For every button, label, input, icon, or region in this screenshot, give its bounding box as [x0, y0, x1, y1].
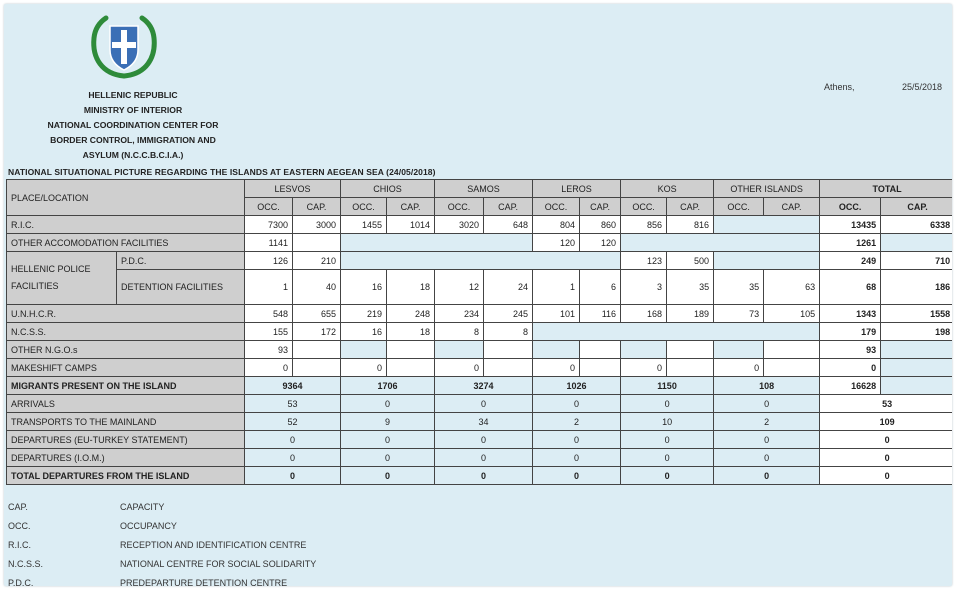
table-cell: 0 — [341, 449, 435, 467]
row-label: MAKESHIFT CAMPS — [7, 359, 245, 377]
total-occ-cell: 179 — [820, 323, 881, 341]
table-cell: 9364 — [245, 377, 341, 395]
empty-cell — [435, 341, 484, 359]
empty-cell — [341, 341, 387, 359]
table-cell: 0 — [435, 431, 533, 449]
row-label: TRANSPORTS TO THE MAINLAND — [7, 413, 245, 431]
legend-abbr: N.C.S.S. — [8, 559, 44, 569]
table-cell: 73 — [714, 305, 764, 323]
empty-cell — [484, 359, 533, 377]
legend-meaning: NATIONAL CENTRE FOR SOCIAL SOLIDARITY — [120, 559, 317, 569]
ministry-header — [28, 88, 238, 163]
greek-coat-of-arms-icon — [88, 14, 160, 80]
occ-header: OCC. — [245, 198, 293, 216]
cap-header: CAP. — [580, 198, 621, 216]
table-cell: 9 — [341, 413, 435, 431]
table-cell: 1706 — [341, 377, 435, 395]
table-cell: 3274 — [435, 377, 533, 395]
row-label: U.N.H.C.R. — [7, 305, 245, 323]
table-row-ric — [7, 216, 953, 234]
table-row-pdc — [7, 252, 953, 270]
table-cell: 120 — [533, 234, 580, 252]
ministry-line: BORDER CONTROL, IMMIGRATION AND — [50, 135, 216, 145]
empty-cell — [621, 341, 667, 359]
row-label: DEPARTURES (EU-TURKEY STATEMENT) — [7, 431, 245, 449]
empty-cell — [621, 234, 820, 252]
table-cell: 1026 — [533, 377, 621, 395]
table-cell: 34 — [435, 413, 533, 431]
table-cell: 155 — [245, 323, 293, 341]
table-cell: 234 — [435, 305, 484, 323]
cap-header: CAP. — [387, 198, 435, 216]
ministry-line: MINISTRY OF INTERIOR — [83, 105, 183, 115]
table-cell: 0 — [245, 359, 293, 377]
empty-cell — [714, 216, 820, 234]
table-cell: 860 — [580, 216, 621, 234]
table-cell: 0 — [533, 449, 621, 467]
empty-cell — [881, 377, 952, 395]
occ-header: OCC. — [533, 198, 580, 216]
empty-cell — [387, 359, 435, 377]
cap-header: CAP. — [293, 198, 341, 216]
table-cell: 0 — [341, 467, 435, 485]
island-header-other: OTHER ISLANDS — [714, 180, 820, 198]
table-cell: 101 — [533, 305, 580, 323]
occ-header: OCC. — [714, 198, 764, 216]
empty-cell — [341, 234, 533, 252]
row-label: TOTAL DEPARTURES FROM THE ISLAND — [7, 467, 245, 485]
total-cap-cell: 198 — [881, 323, 952, 341]
table-row-detention — [7, 270, 953, 305]
legend-item — [8, 536, 316, 555]
empty-cell — [387, 341, 435, 359]
ministry-line: HELLENIC REPUBLIC — [88, 90, 178, 100]
table-row-makeshift — [7, 359, 953, 377]
report-page — [4, 4, 952, 586]
empty-cell — [533, 341, 580, 359]
empty-cell — [341, 252, 621, 270]
table-cell: 1150 — [621, 377, 714, 395]
table-cell: 105 — [764, 305, 820, 323]
total-cap-cell: 710 — [881, 252, 952, 270]
legend-item — [8, 574, 316, 586]
table-cell: 0 — [621, 359, 667, 377]
table-cell: 1141 — [245, 234, 293, 252]
table-cell: 10 — [621, 413, 714, 431]
table-cell: 0 — [533, 431, 621, 449]
table-cell: 18 — [387, 323, 435, 341]
table-cell: 0 — [245, 449, 341, 467]
row-label: OTHER N.G.O.s — [7, 341, 245, 359]
empty-cell — [714, 341, 764, 359]
table-row-transports — [7, 413, 953, 431]
report-date: 25/5/2018 — [902, 82, 943, 92]
row-label: MIGRANTS PRESENT ON THE ISLAND — [7, 377, 245, 395]
legend-item — [8, 498, 316, 517]
table-cell: 0 — [714, 395, 820, 413]
legend-abbr: P.D.C. — [8, 578, 34, 586]
table-row-unhcr — [7, 305, 953, 323]
total-occ-header: OCC. — [820, 198, 881, 216]
total-occ-cell: 1261 — [820, 234, 881, 252]
row-label: OTHER ACCOMODATION FACILITIES — [7, 234, 245, 252]
report-place: Athens, — [824, 82, 855, 92]
table-header-row — [7, 180, 953, 198]
table-cell: 245 — [484, 305, 533, 323]
table-cell: 40 — [293, 270, 341, 305]
row-label: ARRIVALS — [7, 395, 245, 413]
table-row-arrivals — [7, 395, 953, 413]
row-label: DETENTION FACILITIES — [117, 270, 245, 305]
table-row-ngos — [7, 341, 953, 359]
table-cell: 6 — [580, 270, 621, 305]
total-cap-cell: 6338 — [881, 216, 952, 234]
table-cell: 189 — [667, 305, 714, 323]
table-cell: 548 — [245, 305, 293, 323]
row-label: N.C.S.S. — [7, 323, 245, 341]
total-occ-cell: 93 — [820, 341, 881, 359]
total-cell: 0 — [820, 449, 952, 467]
total-occ-cell: 249 — [820, 252, 881, 270]
table-row-total-departures — [7, 467, 953, 485]
total-cap-header: CAP. — [881, 198, 952, 216]
row-label-police: HELLENIC POLICE FACILITIES — [7, 252, 117, 305]
empty-cell — [764, 359, 820, 377]
table-cell: 0 — [435, 395, 533, 413]
table-cell: 1 — [245, 270, 293, 305]
table-cell: 16 — [341, 270, 387, 305]
table-cell: 2 — [533, 413, 621, 431]
table-cell: 116 — [580, 305, 621, 323]
table-cell: 93 — [245, 341, 293, 359]
table-cell: 0 — [435, 359, 484, 377]
table-row-present — [7, 377, 953, 395]
table-cell: 126 — [245, 252, 293, 270]
empty-cell — [293, 341, 341, 359]
empty-cell — [484, 341, 533, 359]
empty-cell — [881, 359, 952, 377]
table-caption: NATIONAL SITUATIONAL PICTURE REGARDING THE ISLANDS AT EASTERN AEGEAN SEA (24/05/2018) — [8, 167, 436, 177]
empty-cell — [580, 341, 621, 359]
total-cell: 0 — [820, 431, 952, 449]
island-header-lesvos: LESVOS — [245, 180, 341, 198]
total-cell: 0 — [820, 467, 952, 485]
empty-cell — [881, 341, 952, 359]
total-occ-cell: 1343 — [820, 305, 881, 323]
empty-cell — [293, 234, 341, 252]
table-cell: 0 — [714, 467, 820, 485]
ministry-line: NATIONAL COORDINATION CENTER FOR — [47, 120, 219, 130]
table-cell: 0 — [533, 395, 621, 413]
table-cell: 0 — [435, 467, 533, 485]
table-cell: 168 — [621, 305, 667, 323]
table-cell: 108 — [714, 377, 820, 395]
table-cell: 8 — [435, 323, 484, 341]
table-row-departures-eu — [7, 431, 953, 449]
legend-abbr: R.I.C. — [8, 540, 32, 550]
table-cell: 0 — [341, 431, 435, 449]
cap-header: CAP. — [484, 198, 533, 216]
table-cell: 0 — [341, 359, 387, 377]
legend-item — [8, 517, 316, 536]
ministry-line: ASYLUM (N.C.C.B.C.I.A.) — [82, 150, 184, 160]
empty-cell — [714, 252, 820, 270]
table-cell: 7300 — [245, 216, 293, 234]
table-cell: 0 — [621, 395, 714, 413]
table-cell: 12 — [435, 270, 484, 305]
table-cell: 1014 — [387, 216, 435, 234]
legend-meaning: RECEPTION AND IDENTIFICATION CENTRE — [120, 540, 307, 550]
table-cell: 0 — [341, 395, 435, 413]
table-cell: 53 — [245, 395, 341, 413]
total-cell: 53 — [820, 395, 952, 413]
row-label: R.I.C. — [7, 216, 245, 234]
table-cell: 0 — [714, 431, 820, 449]
total-cap-cell: 186 — [881, 270, 952, 305]
legend-item — [8, 555, 316, 574]
island-header-leros: LEROS — [533, 180, 621, 198]
legend-abbr: CAP. — [8, 502, 28, 512]
table-cell: 0 — [435, 449, 533, 467]
legend-meaning: OCCUPANCY — [120, 521, 177, 531]
island-header-chios: CHIOS — [341, 180, 435, 198]
empty-cell — [580, 359, 621, 377]
legend-meaning: CAPACITY — [120, 502, 165, 512]
table-cell: 3 — [621, 270, 667, 305]
total-cell: 109 — [820, 413, 952, 431]
empty-cell — [533, 323, 820, 341]
table-cell: 63 — [764, 270, 820, 305]
table-cell: 856 — [621, 216, 667, 234]
table-cell: 120 — [580, 234, 621, 252]
table-cell: 24 — [484, 270, 533, 305]
table-cell: 0 — [245, 431, 341, 449]
table-cell: 3020 — [435, 216, 484, 234]
table-cell: 816 — [667, 216, 714, 234]
table-cell: 0 — [245, 467, 341, 485]
table-cell: 248 — [387, 305, 435, 323]
table-cell: 0 — [621, 467, 714, 485]
table-cell: 1455 — [341, 216, 387, 234]
occ-header: OCC. — [341, 198, 387, 216]
table-cell: 1 — [533, 270, 580, 305]
table-cell: 2 — [714, 413, 820, 431]
total-cap-cell: 1558 — [881, 305, 952, 323]
table-cell: 648 — [484, 216, 533, 234]
row-label: DEPARTURES (I.O.M.) — [7, 449, 245, 467]
total-occ-cell: 68 — [820, 270, 881, 305]
table-cell: 0 — [533, 467, 621, 485]
total-header: TOTAL — [820, 180, 952, 198]
table-cell: 35 — [714, 270, 764, 305]
occ-header: OCC. — [435, 198, 484, 216]
occ-header: OCC. — [621, 198, 667, 216]
table-cell: 0 — [533, 359, 580, 377]
table-cell: 210 — [293, 252, 341, 270]
table-cell: 16 — [341, 323, 387, 341]
abbreviation-legend — [8, 498, 316, 586]
island-header-kos: KOS — [621, 180, 714, 198]
total-occ-cell: 13435 — [820, 216, 881, 234]
empty-cell — [667, 341, 714, 359]
table-cell: 172 — [293, 323, 341, 341]
table-cell: 500 — [667, 252, 714, 270]
table-cell: 0 — [714, 449, 820, 467]
table-cell: 8 — [484, 323, 533, 341]
table-cell: 52 — [245, 413, 341, 431]
place-location-header: PLACE/LOCATION — [7, 180, 245, 216]
table-row-ncss — [7, 323, 953, 341]
cap-header: CAP. — [667, 198, 714, 216]
table-cell: 0 — [621, 431, 714, 449]
table-row-departures-iom — [7, 449, 953, 467]
table-cell: 0 — [621, 449, 714, 467]
situation-table — [6, 179, 952, 485]
island-header-samos: SAMOS — [435, 180, 533, 198]
table-row-other-accommodation — [7, 234, 953, 252]
empty-cell — [881, 234, 952, 252]
row-label: P.D.C. — [117, 252, 245, 270]
total-cell: 16628 — [820, 377, 881, 395]
table-cell: 35 — [667, 270, 714, 305]
cap-header: CAP. — [764, 198, 820, 216]
table-cell: 0 — [714, 359, 764, 377]
legend-meaning: PREDEPARTURE DETENTION CENTRE — [120, 578, 288, 586]
table-cell: 18 — [387, 270, 435, 305]
total-occ-cell: 0 — [820, 359, 881, 377]
table-cell: 123 — [621, 252, 667, 270]
empty-cell — [293, 359, 341, 377]
table-cell: 804 — [533, 216, 580, 234]
legend-abbr: OCC. — [8, 521, 31, 531]
table-cell: 219 — [341, 305, 387, 323]
empty-cell — [764, 341, 820, 359]
table-cell: 3000 — [293, 216, 341, 234]
table-cell: 655 — [293, 305, 341, 323]
empty-cell — [667, 359, 714, 377]
